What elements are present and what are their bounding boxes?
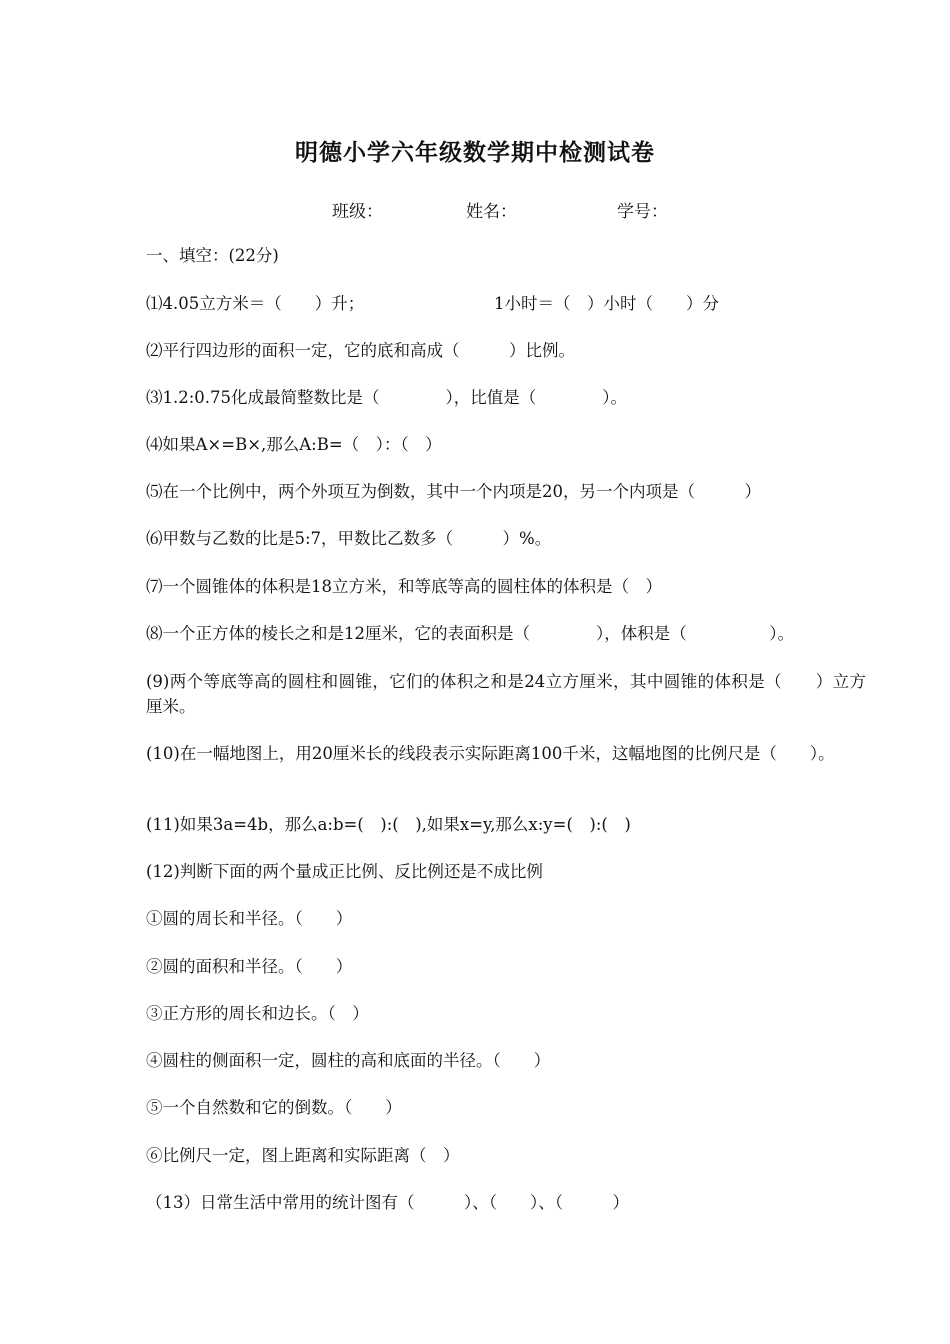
question-11: (11)如果3a=4b，那么a:b=( ):( ),如果x=y,那么x:y=( ):( ): [146, 815, 631, 834]
question-3: ⑶1.2:0.75化成最简整数比是（ ），比值是（ ）。: [146, 388, 628, 407]
question-12: (12)判断下面的两个量成正比例、反比例还是不成比例: [146, 862, 543, 881]
section-heading: 一、填空：(22分): [146, 246, 279, 265]
question-13: （13）日常生活中常用的统计图有（ ）、（ ）、（ ）: [146, 1193, 629, 1212]
question-12-item-5: ⑤一个自然数和它的倒数。（ ）: [146, 1098, 402, 1117]
question-2: ⑵平行四边形的面积一定，它的底和高成（ ）比例。: [146, 341, 575, 360]
class-label: 班级：: [332, 202, 383, 222]
question-12-item-6: ⑥比例尺一定，图上距离和实际距离（ ）: [146, 1146, 460, 1165]
student-number-label: 学号：: [617, 202, 668, 222]
question-12-item-3: ③正方形的周长和边长。（ ）: [146, 1004, 369, 1023]
question-7: ⑺一个圆锥体的体积是18立方米，和等底等高的圆柱体的体积是（ ）: [146, 577, 662, 596]
question-5: ⑸在一个比例中，两个外项互为倒数，其中一个内项是20，另一个内项是（ ）: [146, 482, 761, 501]
name-label: 姓名：: [466, 202, 517, 222]
question-12-item-4: ④圆柱的侧面积一定，圆柱的高和底面的半径。（ ）: [146, 1051, 551, 1070]
question-4: ⑷如果A×=B×,那么A:B=（ ）：（ ）: [146, 435, 442, 454]
question-12-item-1: ①圆的周长和半径。（ ）: [146, 909, 353, 928]
question-6: ⑹甲数与乙数的比是5:7，甲数比乙数多（ ）%。: [146, 529, 552, 548]
question-1-part-2: 1小时＝（ ）小时（ ）分: [494, 294, 719, 313]
page-title: 明德小学六年级数学期中检测试卷: [295, 139, 655, 166]
question-9: (9)两个等底等高的圆柱和圆锥，它们的体积之和是24立方厘米，其中圆锥的体积是（ ）立方厘米。: [146, 672, 866, 716]
question-8: ⑻一个正方体的棱长之和是12厘米，它的表面积是（ ），体积是（ ）。: [146, 624, 794, 643]
question-1: [146, 292, 719, 316]
question-1-part-1: ⑴4.05立方米＝（ ）升；: [146, 294, 365, 313]
question-12-item-2: ②圆的面积和半径。（ ）: [146, 957, 353, 976]
question-10: (10)在一幅地图上，用20厘米长的线段表示实际距离100千米，这幅地图的比例尺是（ ）。: [146, 744, 835, 763]
